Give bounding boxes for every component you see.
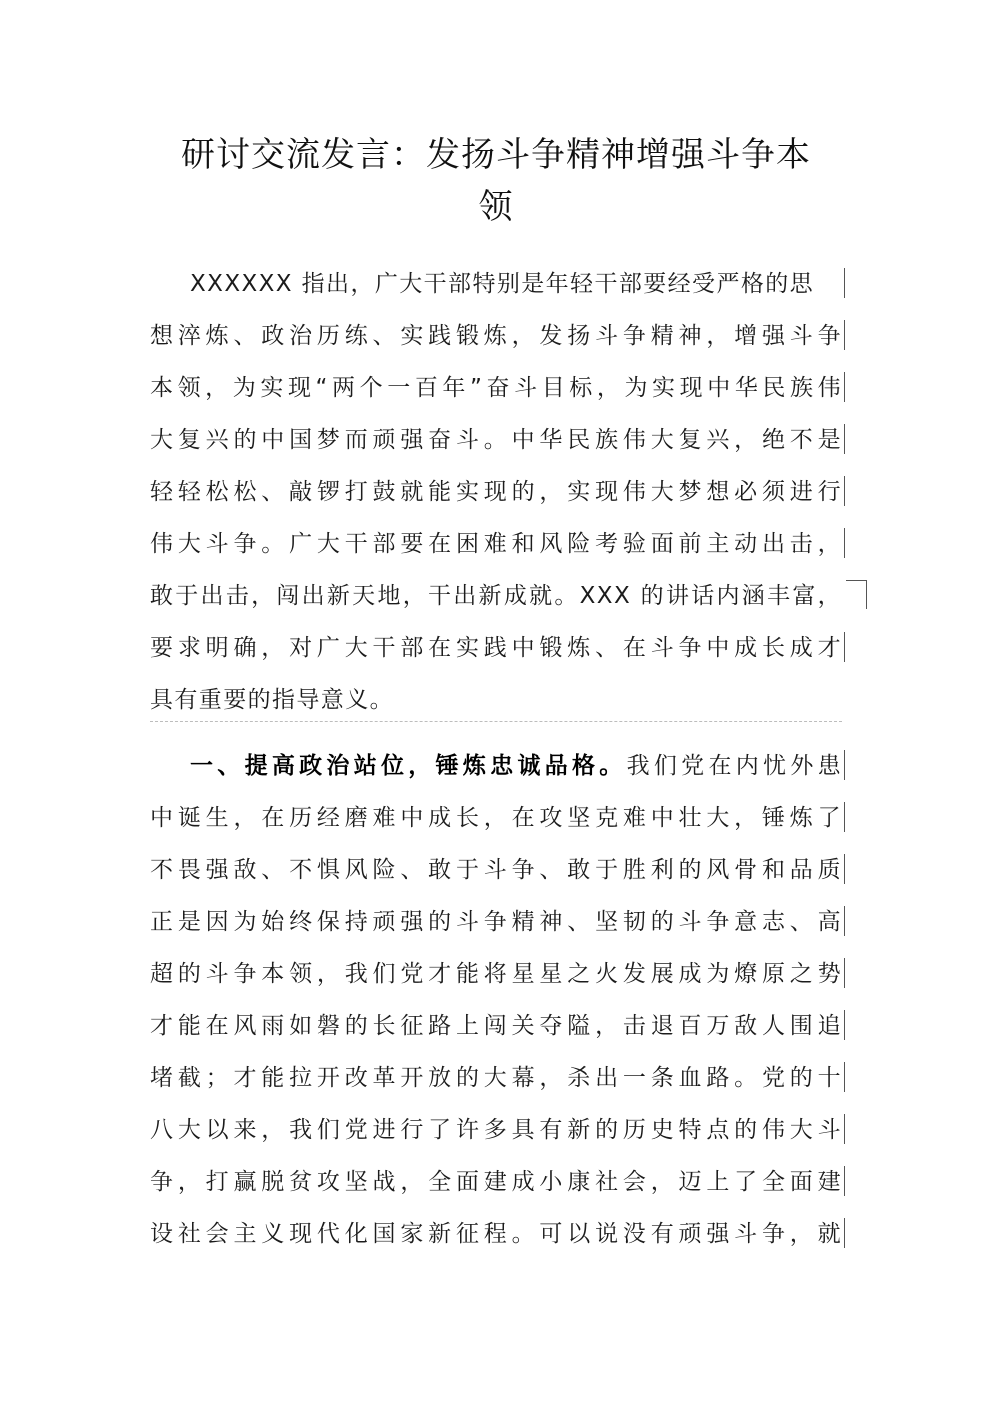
margin-change-bar bbox=[844, 802, 845, 832]
document-title-line-1: 研讨交流发言：发扬斗争精神增强斗争本 bbox=[181, 135, 811, 175]
margin-change-bar bbox=[844, 1166, 845, 1196]
section-1-line-10: 设社会主义现代化国家新征程。可以说没有顽强斗争，就 bbox=[150, 1221, 842, 1247]
margin-change-bar bbox=[844, 632, 845, 662]
margin-change-bar bbox=[844, 424, 845, 454]
section-1-line-7: 堵截；才能拉开改革开放的大幕，杀出一条血路。党的十 bbox=[150, 1065, 842, 1091]
margin-change-bar bbox=[844, 1062, 845, 1092]
margin-change-bar bbox=[844, 750, 845, 780]
margin-change-bar bbox=[844, 958, 845, 988]
intro-line-1: XXXXXX 指出，广大干部特别是年轻干部要经受严格的思 bbox=[190, 271, 815, 297]
section-1-line-9: 争，打赢脱贫攻坚战，全面建成小康社会，迈上了全面建 bbox=[150, 1169, 842, 1195]
section-1-line-1 bbox=[150, 746, 842, 798]
intro-line-4: 大复兴的中国梦而顽强奋斗。中华民族伟大复兴，绝不是 bbox=[150, 427, 842, 453]
margin-change-bar bbox=[844, 1010, 845, 1040]
margin-change-bar bbox=[844, 372, 845, 402]
intro-line-8: 要求明确，对广大干部在实践中锻炼、在斗争中成长成才 bbox=[150, 635, 842, 661]
section-1-heading: 一、提高政治站位，锤炼忠诚品格。 bbox=[190, 753, 627, 779]
margin-change-bar bbox=[844, 320, 845, 350]
intro-line-7: 敢于出击，闯出新天地，干出新成就。XXX 的讲话内涵丰富， bbox=[150, 583, 842, 609]
intro-line-3: 本领，为实现“两个一百年”奋斗目标，为实现中华民族伟 bbox=[150, 375, 842, 401]
margin-change-bar bbox=[844, 854, 845, 884]
intro-line-2: 想淬炼、政治历练、实践锻炼，发扬斗争精神，增强斗争 bbox=[150, 323, 842, 349]
intro-line-5: 轻轻松松、敲锣打鼓就能实现的，实现伟大梦想必须进行 bbox=[150, 479, 842, 505]
section-1-line-1-text: 我们党在内忧外患 bbox=[626, 753, 842, 779]
intro-line-9: 具有重要的指导意义。 bbox=[150, 687, 394, 713]
margin-change-bar bbox=[844, 1218, 845, 1248]
margin-change-bar bbox=[844, 268, 845, 298]
margin-bracket bbox=[846, 580, 867, 609]
margin-change-bar bbox=[844, 528, 845, 558]
section-1-line-3: 不畏强敌、不惧风险、敢于斗争、敢于胜利的风骨和品质 bbox=[150, 857, 842, 883]
section-1-line-6: 才能在风雨如磐的长征路上闯关夺隘，击退百万敌人围追 bbox=[150, 1013, 842, 1039]
intro-line-6: 伟大斗争。广大干部要在困难和风险考验面前主动出击， bbox=[150, 531, 842, 557]
section-1-line-8: 八大以来，我们党进行了许多具有新的历史特点的伟大斗 bbox=[150, 1117, 842, 1143]
margin-change-bar bbox=[844, 476, 845, 506]
section-1-line-4: 正是因为始终保持顽强的斗争精神、坚韧的斗争意志、高 bbox=[150, 909, 842, 935]
section-1-line-5: 超的斗争本领，我们党才能将星星之火发展成为燎原之势 bbox=[150, 961, 842, 987]
section-1-line-2: 中诞生，在历经磨难中成长，在攻坚克难中壮大，锤炼了 bbox=[150, 805, 842, 831]
section-divider bbox=[150, 721, 842, 722]
document-title-line-2: 领 bbox=[478, 187, 514, 227]
margin-change-bar bbox=[844, 906, 845, 936]
margin-change-bar bbox=[844, 1114, 845, 1144]
